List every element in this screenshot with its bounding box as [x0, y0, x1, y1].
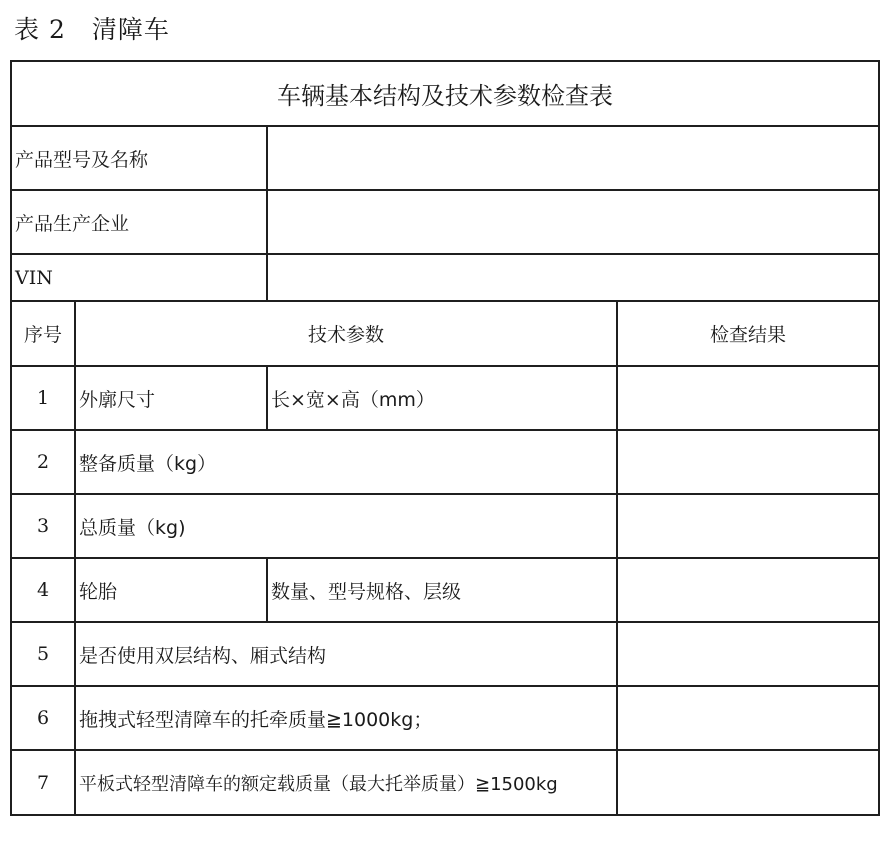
table-row [11, 622, 879, 686]
info-row-manufacturer [11, 190, 879, 254]
row-param: 轮胎 [75, 558, 267, 622]
row-result[interactable] [617, 494, 879, 558]
table-row [11, 686, 879, 750]
table-row [11, 558, 879, 622]
table-row [11, 494, 879, 558]
header-result: 检查结果 [617, 301, 879, 366]
header-row [11, 301, 879, 366]
row-result[interactable] [617, 558, 879, 622]
row-sub-param: 数量、型号规格、层级 [267, 558, 617, 622]
row-seq: 6 [11, 686, 75, 750]
header-param: 技术参数 [75, 301, 617, 366]
row-seq: 7 [11, 750, 75, 815]
manufacturer-value[interactable] [267, 190, 879, 254]
row-seq: 4 [11, 558, 75, 622]
row-param: 是否使用双层结构、厢式结构 [75, 622, 617, 686]
model-label: 产品型号及名称 [11, 126, 267, 190]
row-param: 拖拽式轻型清障车的托牵质量≧1000kg； [75, 686, 617, 750]
row-seq: 3 [11, 494, 75, 558]
vin-label: VIN [11, 254, 267, 301]
header-seq: 序号 [11, 301, 75, 366]
row-seq: 2 [11, 430, 75, 494]
row-result[interactable] [617, 750, 879, 815]
row-result[interactable] [617, 622, 879, 686]
row-result[interactable] [617, 430, 879, 494]
table-number: 表 2 [14, 15, 66, 44]
info-row-vin [11, 254, 879, 301]
vehicle-type: 清障车 [91, 15, 170, 44]
row-seq: 5 [11, 622, 75, 686]
row-result[interactable] [617, 366, 879, 430]
table-caption [14, 10, 170, 50]
table-row [11, 750, 879, 815]
model-value[interactable] [267, 126, 879, 190]
table-row [11, 430, 879, 494]
row-param: 整备质量（kg） [75, 430, 617, 494]
inspection-table [10, 60, 880, 816]
manufacturer-label: 产品生产企业 [11, 190, 267, 254]
row-sub-param: 长×宽×高（mm） [267, 366, 617, 430]
vin-value[interactable] [267, 254, 879, 301]
row-param: 总质量（kg) [75, 494, 617, 558]
row-param: 外廓尺寸 [75, 366, 267, 430]
table-title: 车辆基本结构及技术参数检查表 [11, 61, 879, 126]
table-row [11, 366, 879, 430]
row-seq: 1 [11, 366, 75, 430]
info-row-model [11, 126, 879, 190]
row-param: 平板式轻型清障车的额定载质量（最大托举质量）≧1500kg [75, 750, 617, 815]
title-row [11, 61, 879, 126]
row-result[interactable] [617, 686, 879, 750]
